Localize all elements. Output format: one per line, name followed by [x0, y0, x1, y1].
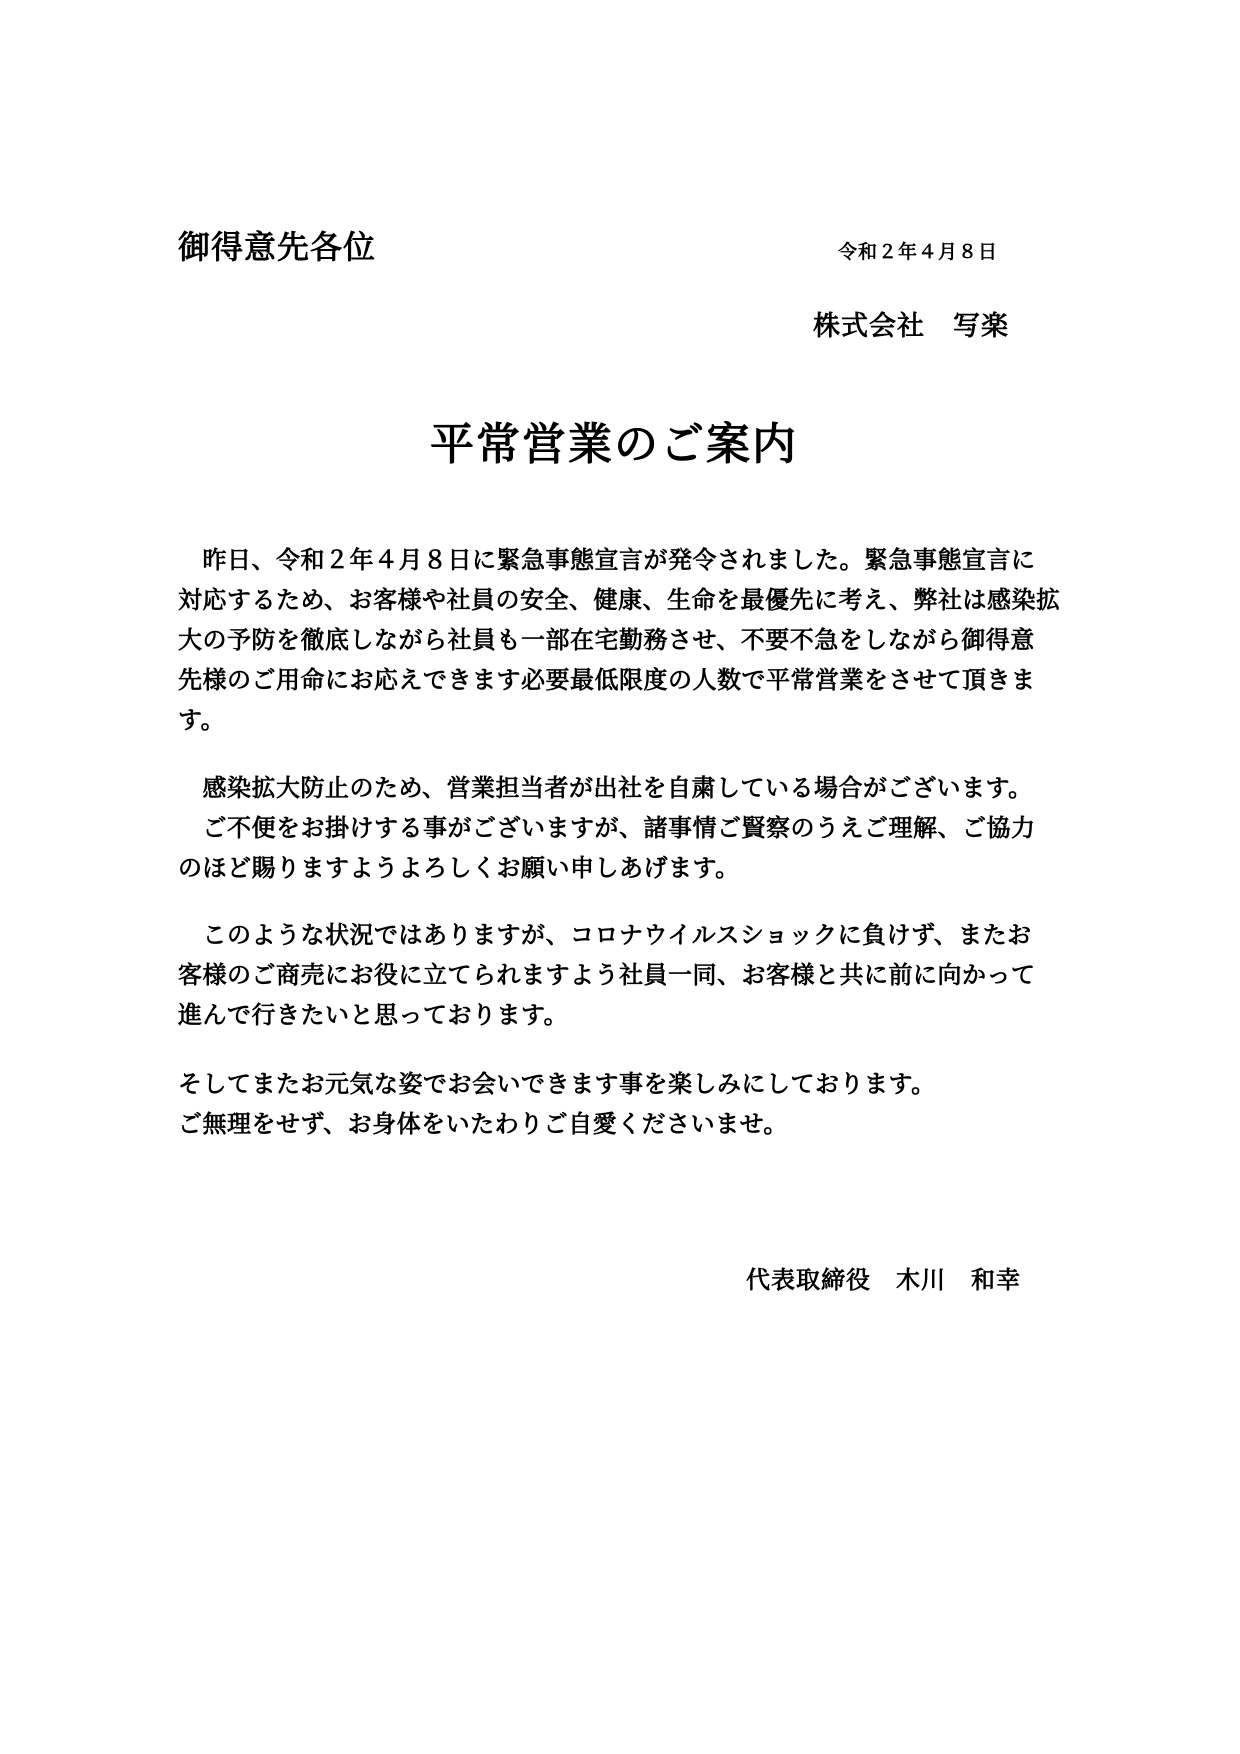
paragraph-commitment: このような状況ではありますが、コロナウイルスショックに負けず、またお 客様のご商売にお役に立てられますよう社員一同、お客様と共に前に向かって 進んで行きたいと思っております。 — [178, 921, 1036, 1029]
paragraph-closing: そしてまたお元気な姿でお会いできます事を楽しみにしております。 ご無理をせず、お身体をいたわりご自愛くださいませ。 — [178, 1070, 936, 1138]
signature-line: 代表取締役 木川 和幸 — [746, 1266, 1021, 1294]
letter-date: 令和２年４月８日 — [838, 241, 999, 263]
company-name: 株式会社 写楽 — [813, 311, 1009, 342]
letter-title: 平常営業のご案内 — [430, 419, 798, 470]
recipient-line: 御得意先各位 — [178, 228, 377, 266]
paragraph-emergency-notice: 昨日、令和２年４月８日に緊急事態宣言が発令されました。緊急事態宣言に 対応するため、お客様や社員の安全、健康、生命を最優先に考え、弊社は感染拡 大の予防を徹底しながら社員も一部在宅勤務させ、不要不急をしながら御得意 先様のご用命にお応えできます必要最低限度の人数で平常営業をさせて頂きま す。 — [178, 546, 1061, 734]
paragraph-staff-notice: 感染拡大防止のため、営業担当者が出社を自粛している場合がございます。 ご不便をお掛けする事がございますが、諸事情ご賢察のうえご理解、ご協力 のほど賜りますようよろしくお願い申しあげます。 — [178, 774, 1036, 882]
